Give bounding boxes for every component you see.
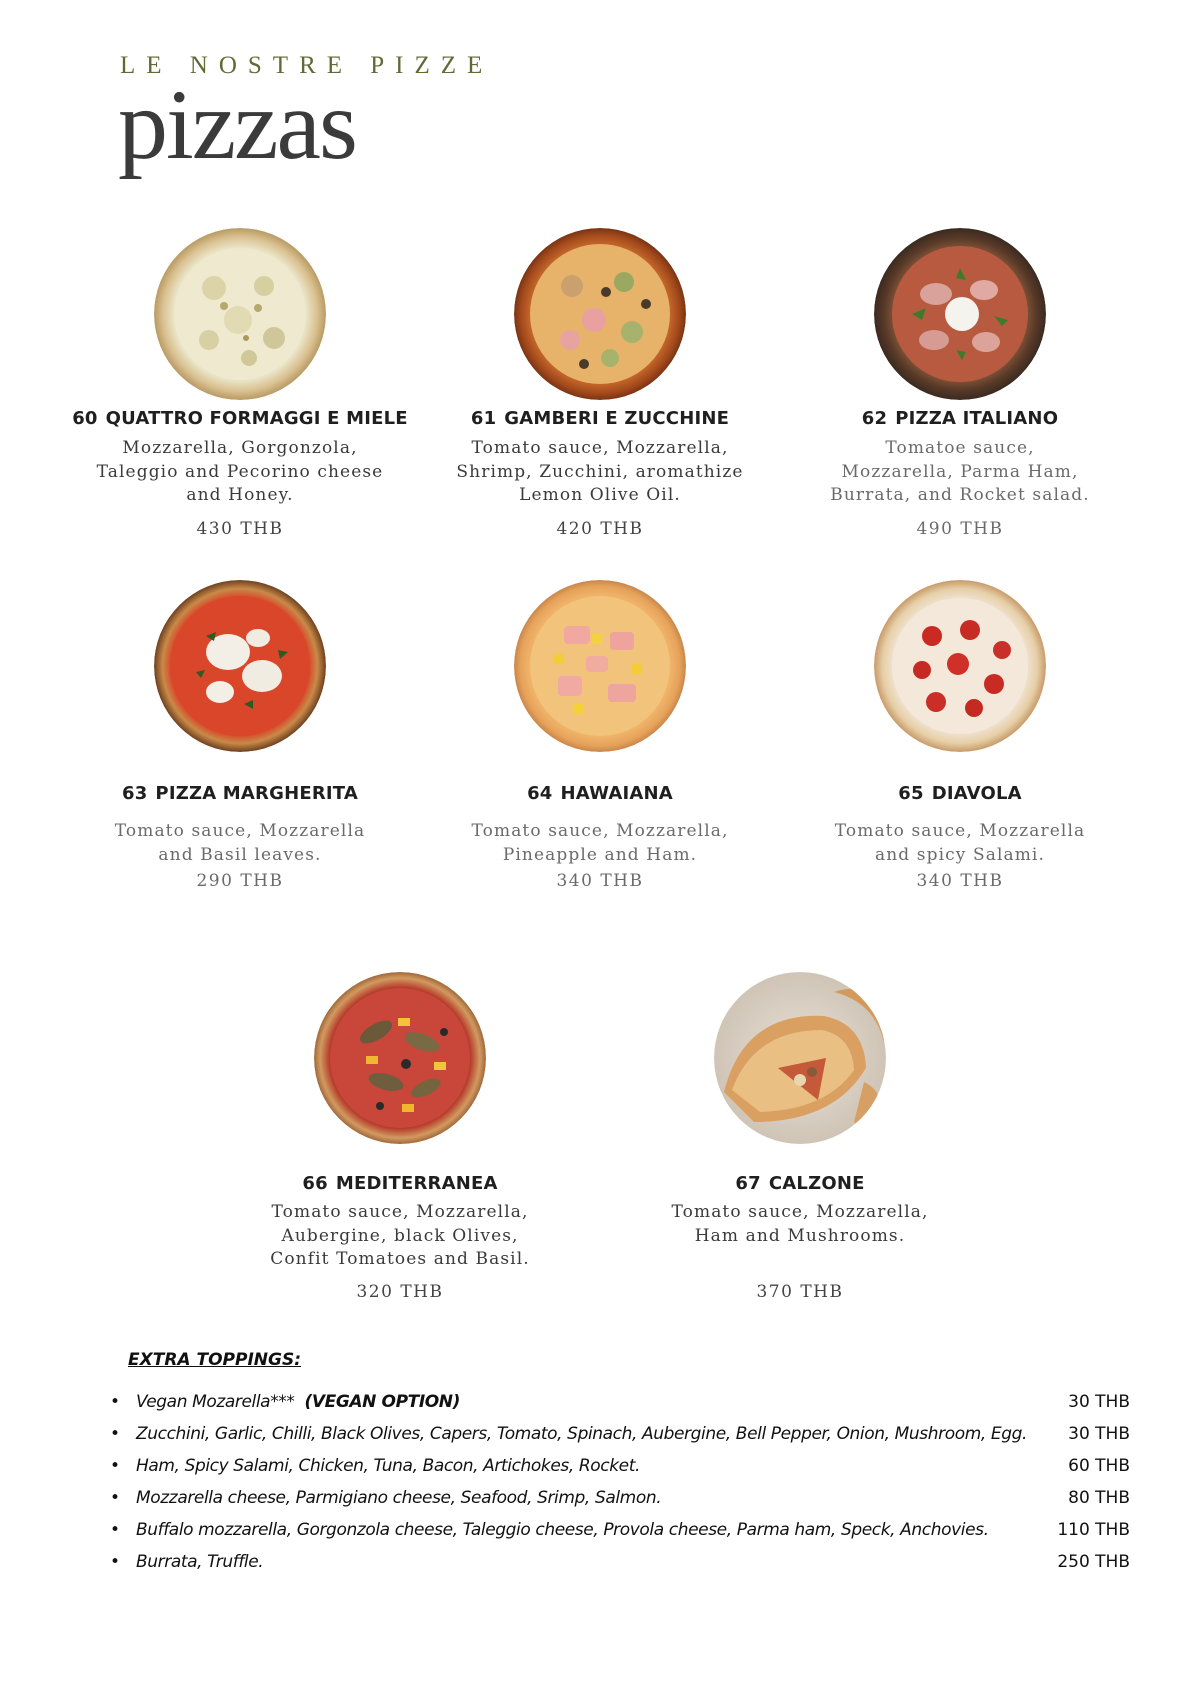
item-title: QUATTRO FORMAGGI E MIELE — [105, 408, 408, 429]
extra-topping-item — [110, 1552, 1130, 1584]
extra-topping-item — [110, 1392, 1130, 1424]
item-title: HAWAIANA — [560, 783, 673, 804]
margherita-pizza-photo — [154, 580, 326, 752]
item-title: GAMBERI E ZUCCHINE — [504, 408, 730, 429]
item-description: Tomatoe sauce, Mozzarella, Parma Ham, Burrata, and Rocket salad. — [830, 438, 1090, 505]
bullet-icon: • — [110, 1424, 120, 1444]
extra-topping-price: 250 THB — [1057, 1552, 1130, 1572]
item-name — [70, 408, 410, 429]
extra-topping-name: Vegan Mozarella*** — [136, 1392, 295, 1412]
extra-topping-name: Mozzarella cheese, Parmigiano cheese, Seafood, Srimp, Salmon. — [136, 1488, 662, 1508]
extra-topping-price: 60 THB — [1068, 1456, 1130, 1476]
item-name — [430, 408, 770, 429]
item-title: MEDITERRANEA — [335, 1173, 498, 1194]
item-title: PIZZA MARGHERITA — [155, 783, 359, 804]
item-name — [630, 1173, 970, 1194]
item-title: CALZONE — [768, 1173, 865, 1194]
item-number: 65 — [898, 783, 924, 804]
shrimp-zucchini-pizza-photo — [514, 228, 686, 400]
bullet-icon: • — [110, 1488, 120, 1508]
item-name — [230, 1173, 570, 1194]
menu-item — [790, 220, 1130, 540]
menu-item — [430, 575, 770, 891]
extra-topping-price: 80 THB — [1068, 1488, 1130, 1508]
item-number: 66 — [302, 1173, 328, 1194]
item-name — [790, 408, 1130, 429]
menu-item — [430, 220, 770, 540]
extra-toppings-list — [110, 1392, 1130, 1584]
bullet-icon: • — [110, 1456, 120, 1476]
extra-toppings-heading: EXTRA TOPPINGS: — [128, 1350, 301, 1370]
parma-ham-burrata-pizza-photo — [874, 228, 1046, 400]
extra-topping-price: 110 THB — [1057, 1520, 1130, 1540]
item-title: DIAVOLA — [931, 783, 1022, 804]
item-description: Tomato sauce, Mozzarella and spicy Salami. — [834, 821, 1086, 865]
menu-item — [630, 970, 970, 1320]
item-description: Tomato sauce, Mozzarella and Basil leaves. — [114, 821, 366, 865]
menu-item — [790, 575, 1130, 891]
item-price: 320 THB — [356, 1282, 444, 1302]
extra-topping-item — [110, 1424, 1130, 1456]
menu-item — [70, 575, 410, 891]
salami-pizza-photo — [874, 580, 1046, 752]
extra-topping-price: 30 THB — [1068, 1424, 1130, 1444]
item-description: Tomato sauce, Mozzarella, Ham and Mushrooms. — [671, 1202, 929, 1246]
menu-item — [70, 220, 410, 540]
item-description: Tomato sauce, Mozzarella, Pineapple and Ham. — [471, 821, 729, 865]
white-cheese-pizza-photo — [154, 228, 326, 400]
item-price: 430 THB — [196, 519, 284, 539]
menu-title: pizzas — [118, 69, 356, 180]
item-price: 370 THB — [756, 1282, 844, 1302]
item-name — [430, 783, 770, 804]
item-name — [70, 783, 410, 804]
item-title: PIZZA ITALIANO — [895, 408, 1059, 429]
extra-topping-name: Zucchini, Garlic, Chilli, Black Olives, Capers, Tomato, Spinach, Aubergine, Bell Pepper, Onion, Mushroom, Egg. — [136, 1424, 1027, 1444]
extra-topping-name: Ham, Spicy Salami, Chicken, Tuna, Bacon, Artichokes, Rocket. — [136, 1456, 641, 1476]
hawaiian-pizza-photo — [514, 580, 686, 752]
item-number: 60 — [72, 408, 98, 429]
extra-topping-item — [110, 1488, 1130, 1520]
menu-subtitle: LE NOSTRE PIZZE — [120, 52, 494, 79]
item-price: 340 THB — [916, 871, 1004, 891]
extra-topping-item — [110, 1520, 1130, 1552]
item-number: 62 — [861, 408, 888, 429]
item-number: 64 — [527, 783, 553, 804]
item-number: 63 — [121, 783, 148, 804]
extra-topping-name: Buffalo mozzarella, Gorgonzola cheese, Taleggio cheese, Provola cheese, Parma ham, Speck, Anchovies. — [136, 1520, 989, 1540]
grilled-vegetable-pizza-photo — [314, 972, 486, 1144]
extra-topping-price: 30 THB — [1068, 1392, 1130, 1412]
bullet-icon: • — [110, 1520, 120, 1540]
item-description: Mozzarella, Gorgonzola, Taleggio and Pecorino cheese and Honey. — [96, 438, 384, 505]
item-price: 420 THB — [556, 519, 644, 539]
item-number: 67 — [735, 1173, 761, 1194]
item-price: 290 THB — [196, 871, 284, 891]
item-number: 61 — [470, 408, 497, 429]
menu-item — [230, 970, 570, 1320]
item-name — [790, 783, 1130, 804]
item-price: 490 THB — [916, 519, 1004, 539]
item-price: 340 THB — [556, 871, 644, 891]
bullet-icon: • — [110, 1552, 120, 1572]
extra-topping-name: Burrata, Truffle. — [136, 1552, 264, 1572]
extra-topping-item — [110, 1456, 1130, 1488]
bullet-icon: • — [110, 1392, 120, 1412]
item-description: Tomato sauce, Mozzarella, Shrimp, Zucchini, aromathize Lemon Olive Oil. — [456, 438, 744, 505]
item-description: Tomato sauce, Mozzarella, Aubergine, black Olives, Confit Tomatoes and Basil. — [270, 1202, 530, 1269]
vegan-option-label: (VEGAN OPTION) — [304, 1392, 460, 1412]
calzone-photo — [714, 972, 886, 1144]
